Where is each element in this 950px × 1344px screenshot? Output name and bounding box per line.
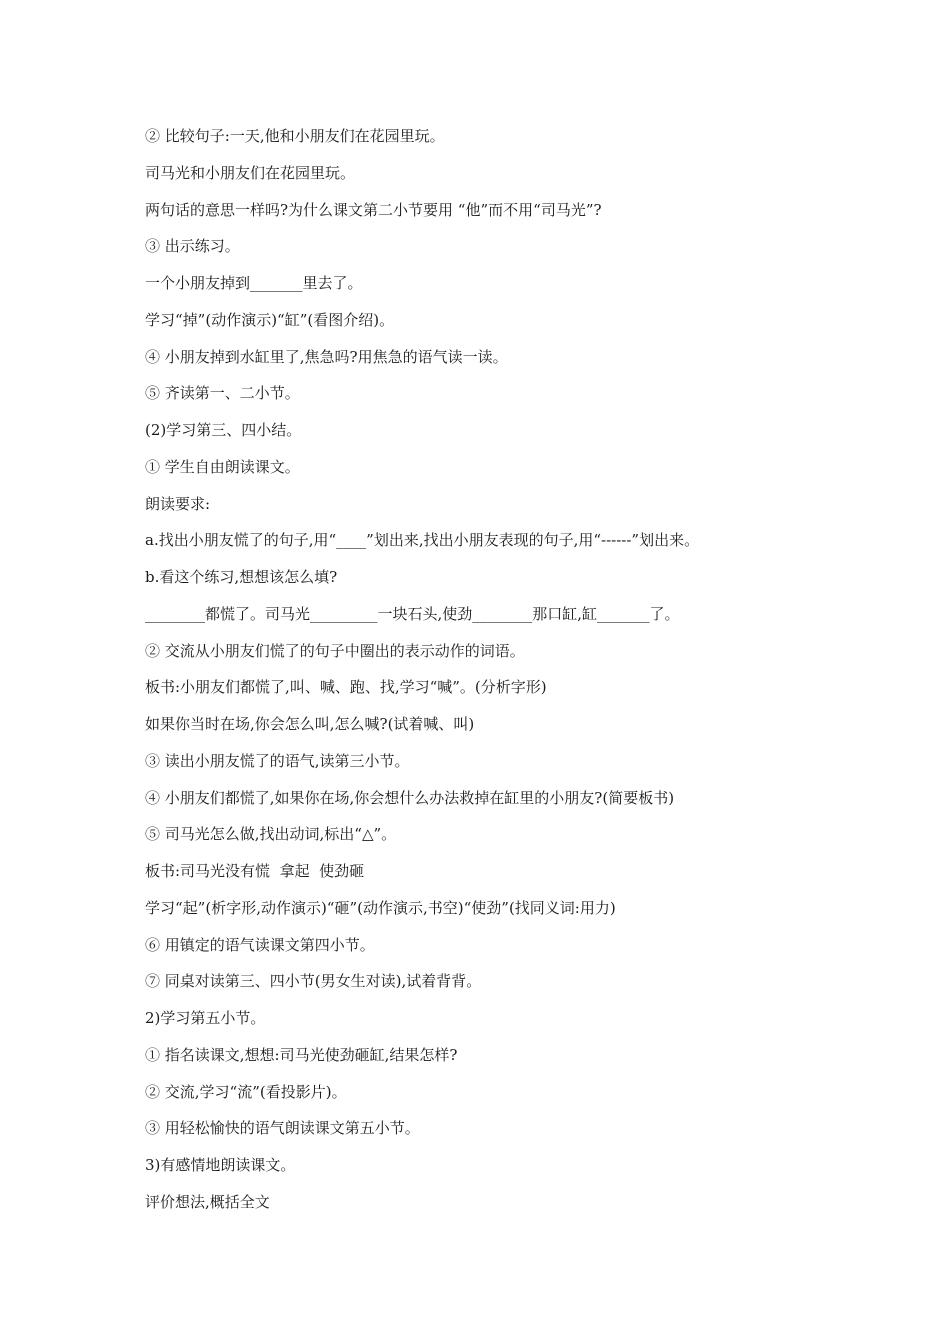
text-line: 板书:司马光没有慌 拿起 使劲砸 [145,862,365,880]
text-line: ① 指名读课文,想想:司马光使劲砸缸,结果怎样? [145,1045,458,1064]
text-line: ④ 小朋友掉到水缸里了,焦急吗?用焦急的语气读一读。 [145,347,508,366]
text-line: 一个小朋友掉到_______里去了。 [145,274,363,292]
text-line: 学习“起”(析字形,动作演示)“砸”(动作演示,书空)“使劲”(找同义词:用力) [145,898,616,917]
text-line: 2)学习第五小节。 [145,1009,266,1027]
text-line: ④ 小朋友们都慌了,如果你在场,你会想什么办法救掉在缸里的小朋友?(简要板书) [145,788,675,807]
text-line: ⑤ 齐读第一、二小节。 [145,384,300,403]
text-line: 学习“掉”(动作演示)“缸”(看图介绍)。 [145,310,395,329]
text-line: b.看这个练习,想想该怎么填? [145,568,338,586]
text-line: ⑥ 用镇定的语气读课文第四小节。 [145,935,375,954]
text-line: (2)学习第三、四小结。 [145,421,302,439]
text-line: 两句话的意思一样吗?为什么课文第二小节要用 “他”而不用“司马光”? [145,200,602,219]
text-line: 如果你当时在场,你会怎么叫,怎么喊?(试着喊、叫) [145,715,475,733]
text-line: ② 比较句子:一天,他和小朋友们在花园里玩。 [145,127,445,145]
text-line: 朗读要求: [145,494,211,513]
text-line: ② 交流,学习“流”(看投影片)。 [145,1082,347,1101]
text-line: ③ 读出小朋友慌了的语气,读第三小节。 [145,751,410,770]
text-line: ③ 用轻松愉快的语气朗读课文第五小节。 [145,1119,420,1138]
text-line: 评价想法,概括全文 [145,1192,270,1211]
text-line: ③ 出示练习。 [145,237,240,256]
text-line: ② 交流从小朋友们慌了的句子中圈出的表示动作的词语。 [145,641,525,660]
text-line: ⑤ 司马光怎么做,找出动词,标出“△”。 [145,825,397,844]
text-line: 3)有感情地朗读课文。 [145,1156,296,1174]
text-line: ⑦ 同桌对读第三、四小节(男女生对读),试着背背。 [145,972,482,991]
text-line: 板书:小朋友们都慌了,叫、喊、跑、找,学习“喊”。(分析字形) [145,678,547,697]
text-line: ________都慌了。司马光_________一块石头,使劲________那口缸,缸_______了。 [145,604,680,623]
text-line: 司马光和小朋友们在花园里玩。 [145,163,356,182]
text-line: a.找出小朋友慌了的句子,用“____”划出来,找出小朋友表现的句子,用“------”划出来。 [145,531,700,550]
text-line: ① 学生自由朗读课文。 [145,457,300,476]
document-body [145,124,845,1227]
